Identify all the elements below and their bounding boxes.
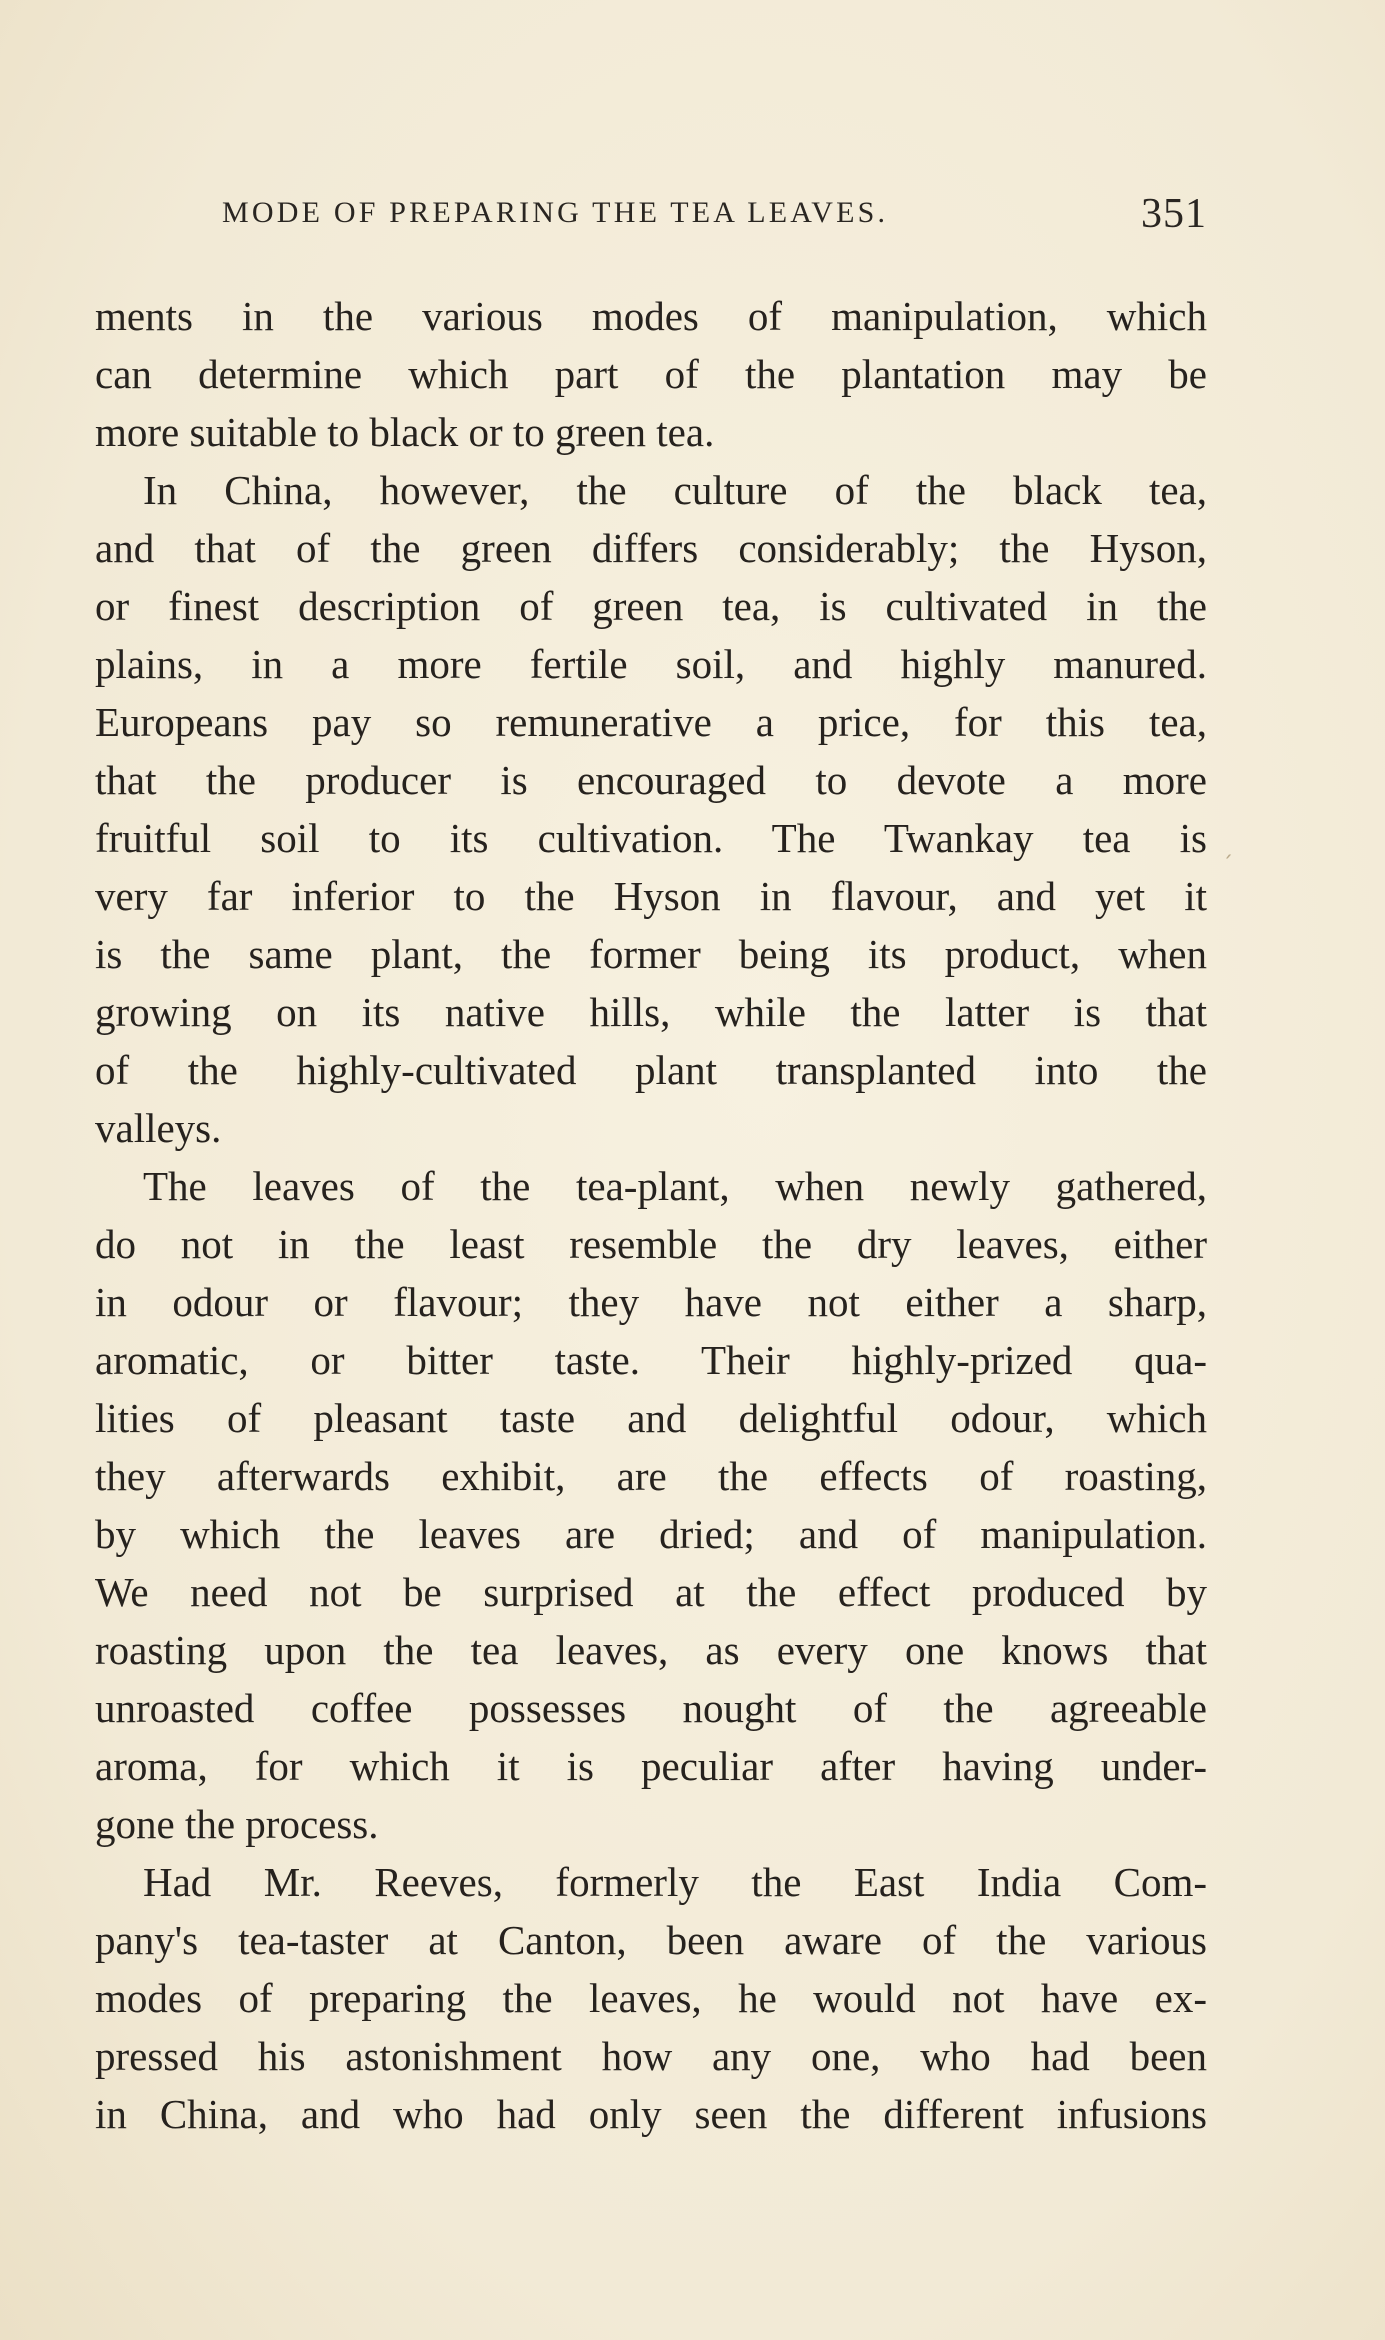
text-line: fruitful soil to its cultivation. The Twankay tea is xyxy=(95,815,1207,861)
margin-mark: ˏ xyxy=(1222,834,1233,859)
text-line: by which the leaves are dried; and of manipulation. xyxy=(95,1511,1207,1557)
text-line: plains, in a more fertile soil, and highly manured. xyxy=(95,641,1207,687)
text-line: growing on its native hills, while the latter is that xyxy=(95,989,1207,1035)
text-line: gone the process. xyxy=(95,1801,379,1847)
text-line: roasting upon the tea leaves, as every one knows that xyxy=(95,1627,1207,1673)
text-line: in China, and who had only seen the different infusions xyxy=(95,2091,1207,2137)
text-line: valleys. xyxy=(95,1105,222,1151)
text-line: that the producer is encouraged to devote a more xyxy=(95,757,1207,803)
text-line: We need not be surprised at the effect produced by xyxy=(95,1569,1207,1615)
text-line: lities of pleasant taste and delightful odour, which xyxy=(95,1395,1207,1441)
page-number: 351 xyxy=(1141,191,1207,237)
text-line: modes of preparing the leaves, he would not have ex- xyxy=(95,1975,1207,2021)
body-text xyxy=(95,287,1207,2143)
text-line: In China, however, the culture of the black tea, xyxy=(143,467,1207,513)
text-line: of the highly-cultivated plant transplanted into the xyxy=(95,1047,1207,1093)
text-line: more suitable to black or to green tea. xyxy=(95,409,715,455)
text-line: do not in the least resemble the dry leaves, either xyxy=(95,1221,1207,1267)
text-line: aromatic, or bitter taste. Their highly-prized qua- xyxy=(95,1337,1207,1383)
running-head: MODE OF PREPARING THE TEA LEAVES. xyxy=(222,196,889,229)
text-line: Europeans pay so remunerative a price, for this tea, xyxy=(95,699,1207,745)
text-line: in odour or flavour; they have not either a sharp, xyxy=(95,1279,1207,1325)
text-line: The leaves of the tea-plant, when newly gathered, xyxy=(143,1163,1207,1209)
text-line: can determine which part of the plantation may be xyxy=(95,351,1207,397)
text-line: and that of the green differs considerably; the Hyson, xyxy=(95,525,1207,571)
text-line: very far inferior to the Hyson in flavour, and yet it xyxy=(95,873,1207,919)
text-line: unroasted coffee possesses nought of the agreeable xyxy=(95,1685,1207,1731)
text-line: or finest description of green tea, is cultivated in the xyxy=(95,583,1207,629)
text-line: pany's tea-taster at Canton, been aware of the various xyxy=(95,1917,1207,1963)
text-line: they afterwards exhibit, are the effects of roasting, xyxy=(95,1453,1207,1499)
text-line: ments in the various modes of manipulation, which xyxy=(95,293,1207,339)
text-line: pressed his astonishment how any one, who had been xyxy=(95,2033,1207,2079)
text-line: aroma, for which it is peculiar after having under- xyxy=(95,1743,1207,1789)
text-line: Had Mr. Reeves, formerly the East India Com- xyxy=(143,1859,1207,1905)
text-line: is the same plant, the former being its product, when xyxy=(95,931,1207,977)
page-header xyxy=(222,190,1207,240)
